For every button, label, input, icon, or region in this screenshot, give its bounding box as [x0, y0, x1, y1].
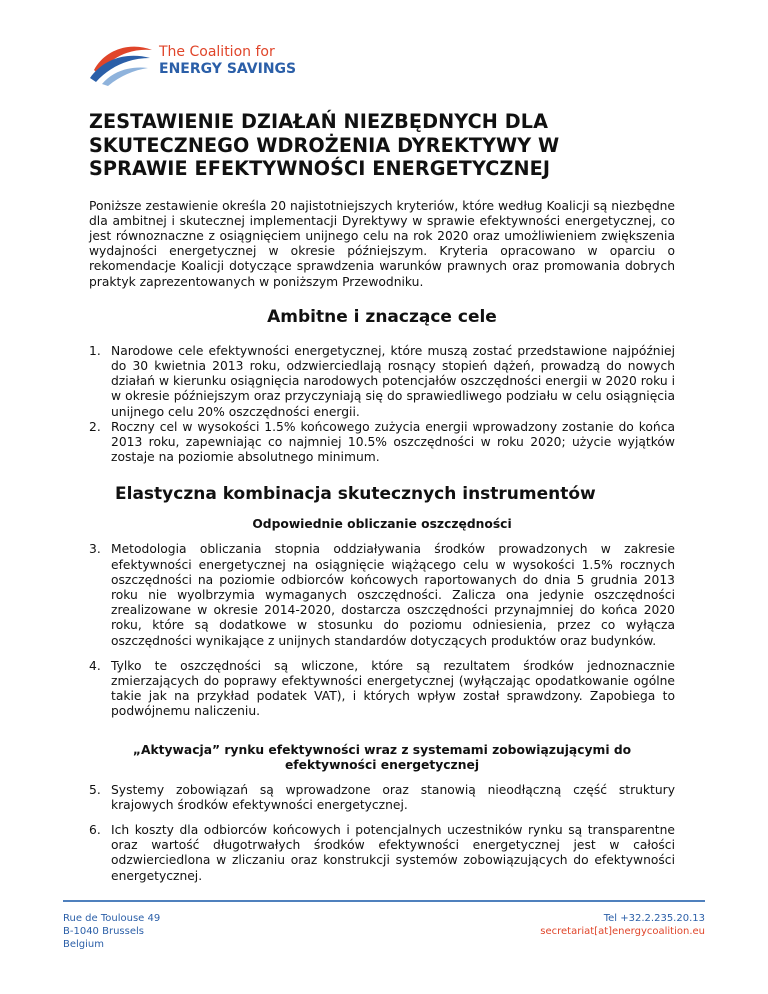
- subsection-heading-calculation: Odpowiednie obliczanie oszczędności: [252, 517, 512, 532]
- logo-text-line2: ENERGY SAVINGS: [159, 61, 297, 77]
- footer-address: [63, 912, 160, 951]
- list-item: [89, 783, 675, 813]
- document-title: [89, 110, 675, 181]
- list-item: [89, 659, 675, 720]
- item-text: Narodowe cele efektywności energetycznej, które muszą zostać przedstawione najpóźniej do 30 kwietnia 2013 roku, odzwierciedlają rosnący stopień dążeń, prowadzą do nowych działań w kierunku osiągnięcia narodowych potencjałów oszczędności energii w 2020 roku i w okresie późniejszym oraz przyczyniają się do sprawiedliwego podziału w celu osiągnięcia unijnego celu 20% oszczędności energii.: [111, 343, 675, 419]
- item-number: 4.: [89, 658, 101, 673]
- address-line: B-1040 Brussels: [63, 926, 144, 937]
- footer-contact: [540, 912, 705, 938]
- item-number: 2.: [89, 419, 101, 434]
- swirl-logo-icon: [88, 40, 156, 86]
- list-item: [89, 420, 675, 466]
- section-heading-instruments: Elastyczna kombinacja skutecznych instrumentów: [115, 484, 596, 505]
- footer-phone: Tel +32.2.235.20.13: [603, 913, 705, 924]
- item-text: Tylko te oszczędności są wliczone, które są rezultatem środków jednoznacznie zmierzających do poprawy efektywności energetycznej (wyłączając opodatkowanie ogólne takie jak na przykład podatek VAT), i których wpływ został sprawdzony. Zapobiega to podwójnemu naliczeniu.: [111, 658, 675, 719]
- address-line: Rue de Toulouse 49: [63, 913, 161, 924]
- coalition-logo: [88, 40, 318, 90]
- title-line: SKUTECZNEGO WDROŻENIA DYREKTYWY W: [89, 133, 560, 157]
- list-item: [89, 344, 675, 420]
- item-text: Roczny cel w wysokości 1.5% końcowego zużycia energii wprowadzony zostanie do końca 2013 roku, zapewniając co najmniej 10.5% oszczędności w roku 2020; użycie wyjątków zostaje na poziomie absolutnego minimum.: [111, 419, 675, 465]
- address-line: Belgium: [63, 939, 104, 950]
- list-item: [89, 823, 675, 884]
- item-number: 5.: [89, 782, 101, 797]
- item-text: Ich koszty dla odbiorców końcowych i potencjalnych uczestników rynku są transparentne oraz wartość długotrwałych środków efektywności energetycznej jest w całości odzwierciedlona w zliczaniu oraz konstrukcji systemów zobowiązujących do efektywności energetycznej.: [111, 822, 675, 883]
- footer-email-link[interactable]: secretariat[at]energycoalition.eu: [540, 926, 705, 937]
- item-text: Systemy zobowiązań są wprowadzone oraz stanowią nieodłączną część struktury krajowych środków efektywności energetycznej.: [111, 782, 675, 812]
- document-content: [89, 110, 675, 884]
- title-line: ZESTAWIENIE DZIAŁAŃ NIEZBĘDNYCH DLA: [89, 110, 549, 133]
- item-text: Metodologia obliczania stopnia oddziaływania środków prowadzonych w zakresie efektywności energetycznej na osiągnięcie wiążącego celu w wysokości 1.5% rocznych oszczędności na poziomie odbiorców końcowych raportowanych do dnia 5 grudnia 2013 roku nie wyolbrzymia wymaganych oszczędności. Zalicza ona jedynie oszczędności zrealizowane w okresie 2014-2020, dostarcza oszczędności przynajmniej do końca 2020 roku, które są dodatkowe w stosunku do poziomu odniesienia, przez co wyłącza oszczędności wynikające z unijnych standardów dotyczących produktów oraz budynków.: [111, 542, 675, 648]
- title-line: SPRAWIE EFEKTYWNOŚCI ENERGETYCZNEJ: [89, 157, 551, 180]
- item-number: 1.: [89, 343, 101, 358]
- goals-list: [89, 344, 675, 466]
- logo-text-line1: The Coalition for: [159, 44, 275, 60]
- item-number: 3.: [89, 542, 101, 557]
- intro-paragraph: Poniższe zestawienie określa 20 najistotniejszych kryteriów, które według Koalicji są niezbędne dla ambitnej i skutecznej implementacji Dyrektywy w sprawie efektywności energetycznej, co jest równoznaczne z osiągnięciem unijnego celu na rok 2020 oraz umożliwieniem zwiększenia wydajności energetycznej w okresie późniejszym. Kryteria opracowano w oparciu o rekomendacje Koalicji dotyczące sprawdzenia warunków prawnych oraz promowania dobrych praktyk zaprezentowanych w poniższym Przewodniku.: [89, 198, 675, 289]
- item-number: 6.: [89, 822, 101, 837]
- list-item: [89, 542, 675, 648]
- footer-divider: [63, 900, 705, 902]
- section-heading-goals: Ambitne i znaczące cele: [267, 306, 497, 327]
- calculation-list: [89, 542, 675, 719]
- activation-list: [89, 783, 675, 884]
- subsection-heading-activation: „Aktywacja” rynku efektywności wraz z systemami zobowiązującymi do efektywności energetycznej: [132, 742, 632, 772]
